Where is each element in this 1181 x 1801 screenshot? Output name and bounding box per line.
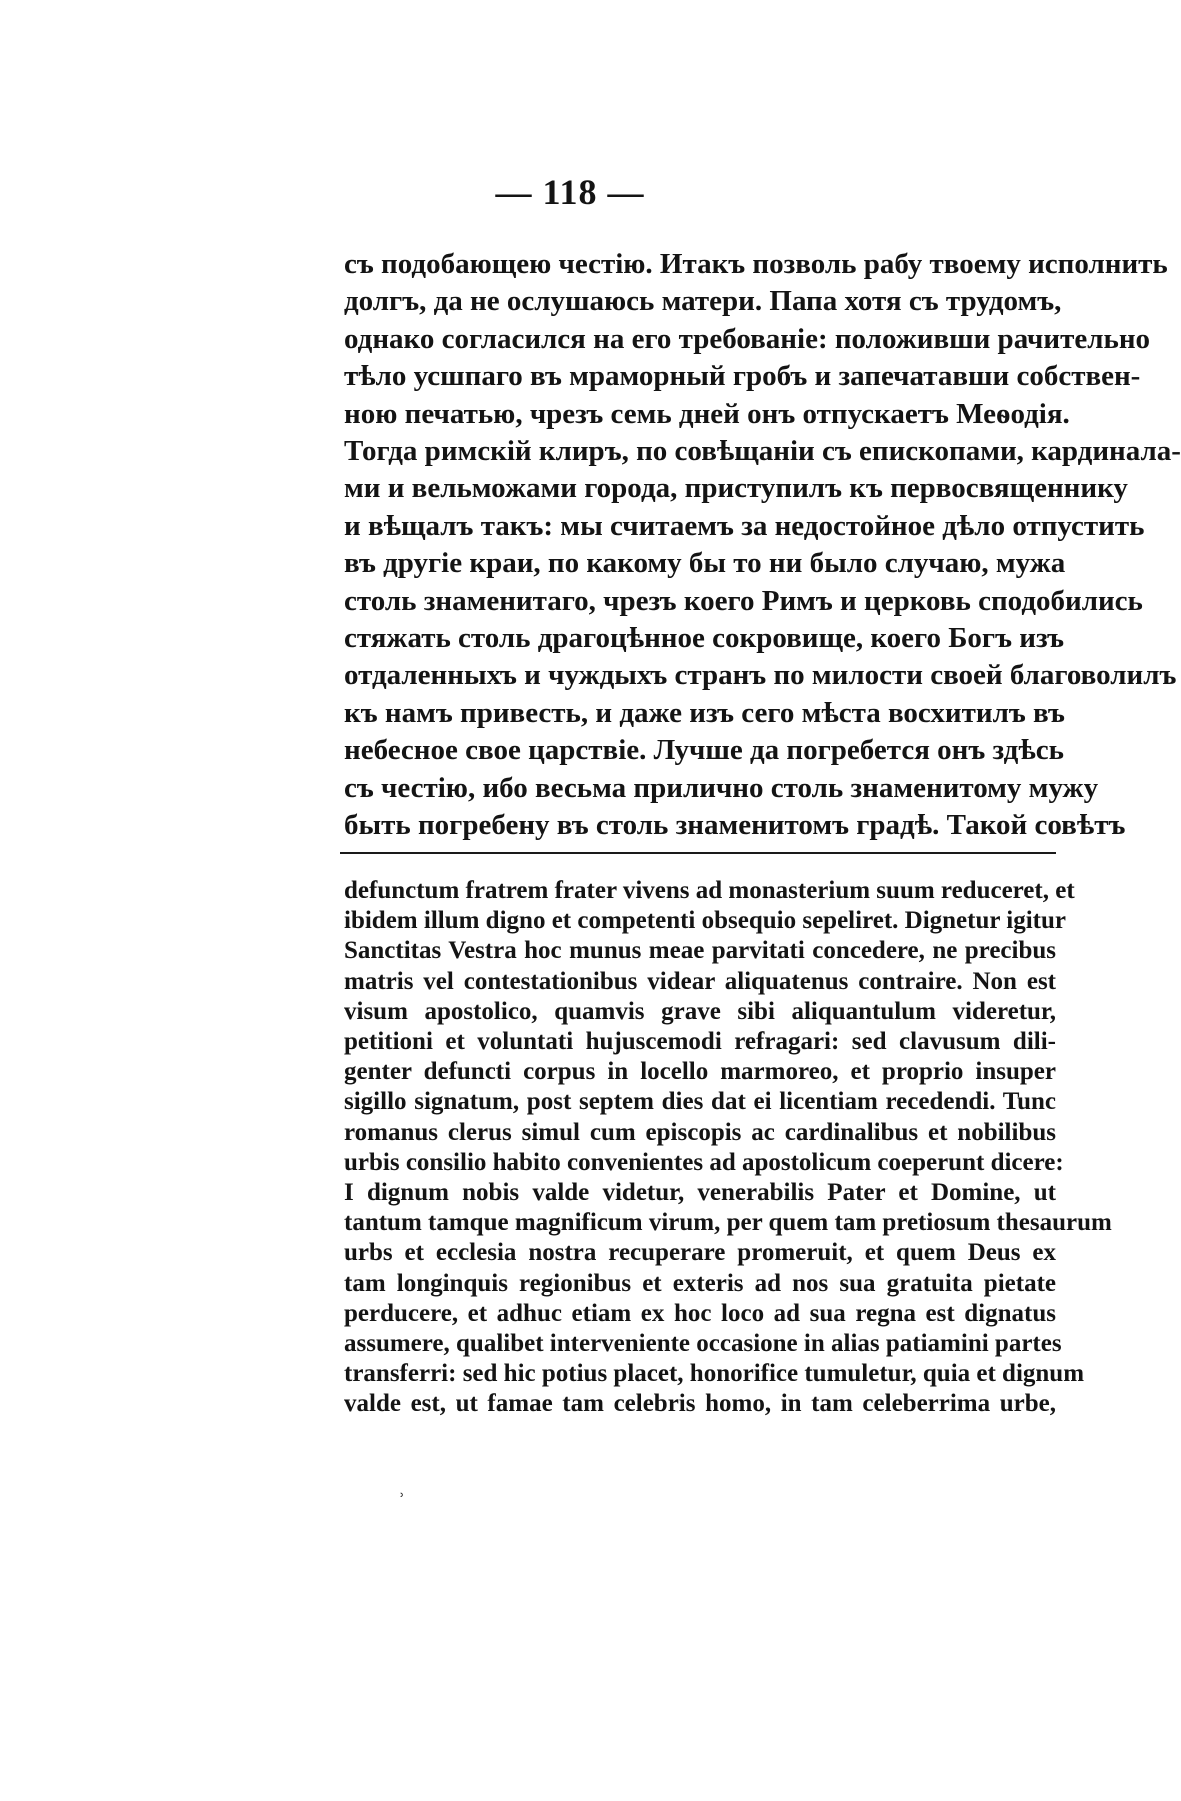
footnote-divider [340,852,1056,854]
footnote-line: valde est, ut famae tam celebris homo, in tam celeberrima urbe, [344,1390,1056,1418]
page-number: — 118 — [495,172,645,212]
main-text-block [344,246,1181,845]
main-text-line: отдаленныхъ и чуждыхъ странъ по милости своей благоволилъ [344,659,1177,692]
footnote-line: romanus clerus simul cum episcopis ac cardinalibus et nobilibus [344,1118,1056,1146]
footnote-line: Sanctitas Vestra hoc munus meae parvitati concedere, ne precibus [344,937,1056,965]
footnote-line: matris vel contestationibus videar aliquatenus contraire. Non est [344,967,1056,995]
footnote-line: sigillo signatum, post septem dies dat ei licentiam recedendi. Tunc [344,1088,1056,1116]
main-text-line: тѣло усшпаго въ мраморный гробъ и запечатавши собствен- [344,360,1141,393]
ink-speck: ˒ [398,1478,406,1503]
main-text-line: съ подобающею честію. Итакъ позволь рабу твоему исполнить [344,248,1168,280]
main-text-line: ми и вельможами города, приступилъ къ первосвященнику [344,472,1128,505]
main-text-line: стяжать столь драгоцѣнное сокровище, коего Богъ изъ [344,622,1065,655]
footnote-line: visum apostolico, quamvis grave sibi aliquantulum videretur, [344,997,1056,1025]
main-text-line: къ намъ привесть, и даже изъ сего мѣста восхитилъ въ [344,696,1065,729]
main-text-line: въ другіе краи, по какому бы то ни было случаю, мужа [344,547,1066,580]
footnote-line: assumere, qualibet interveniente occasione in alias patiamini partes [344,1330,1062,1358]
footnote-line: defunctum fratrem frater vivens ad monasterium suum reduceret, et [344,877,1075,904]
footnote-line: genter defuncti corpus in locello marmoreo, et proprio insuper [344,1058,1056,1086]
footnote-block [344,876,1112,1420]
main-text-line: ною печатью, чрезъ семь дней онъ отпускаетъ Меѳодія. [344,397,1070,430]
footnote-line: transferri: sed hic potius placet, honorifice tumuletur, quia et dignum [344,1360,1085,1388]
footnote-line: petitioni et voluntati hujuscemodi refragari: sed clavusum dili- [344,1028,1056,1056]
footnote-line: tantum tamque magnificum virum, per quem tam pretiosum thesaurum [344,1209,1112,1237]
main-text-line: небесное свое царствіе. Лучше да погребется онъ здѣсь [344,734,1064,767]
footnote-line: ibidem illum digno et competenti obsequio sepeliret. Dignetur igitur [344,907,1066,935]
main-text-line: и вѣщалъ такъ: мы считаемъ за недостойное дѣло отпустить [344,509,1145,542]
main-text-line: быть погребену въ столь знаменитомъ градѣ. Такой совѣтъ [344,809,1126,842]
footnote-line: I dignum nobis valde videtur, venerabilis Pater et Domine, ut [344,1179,1056,1207]
main-text-line: столь знаменитаго, чрезъ коего Римъ и церковь сподобились [344,584,1143,617]
footnote-line: urbis consilio habito convenientes ad apostolicum coeperunt dicere: [344,1148,1064,1176]
main-text-line: долгъ, да не ослушаюсь матери. Папа хотя съ трудомъ, [344,285,1062,318]
footnote-line: tam longinquis regionibus et exteris ad nos sua gratuita pietate [344,1269,1056,1297]
footnote-line: urbs et ecclesia nostra recuperare promeruit, et quem Deus ex [344,1239,1056,1267]
main-text-line: Тогда римскій клиръ, по совѣщаніи съ епископами, кардинала- [344,435,1181,468]
footnote-line: perducere, et adhuc etiam ex hoc loco ad sua regna est dignatus [344,1299,1056,1327]
main-text-line: съ честію, ибо весьма прилично столь знаменитому мужу [344,771,1099,804]
main-text-line: однако согласился на его требованіе: положивши рачительно [344,322,1151,355]
